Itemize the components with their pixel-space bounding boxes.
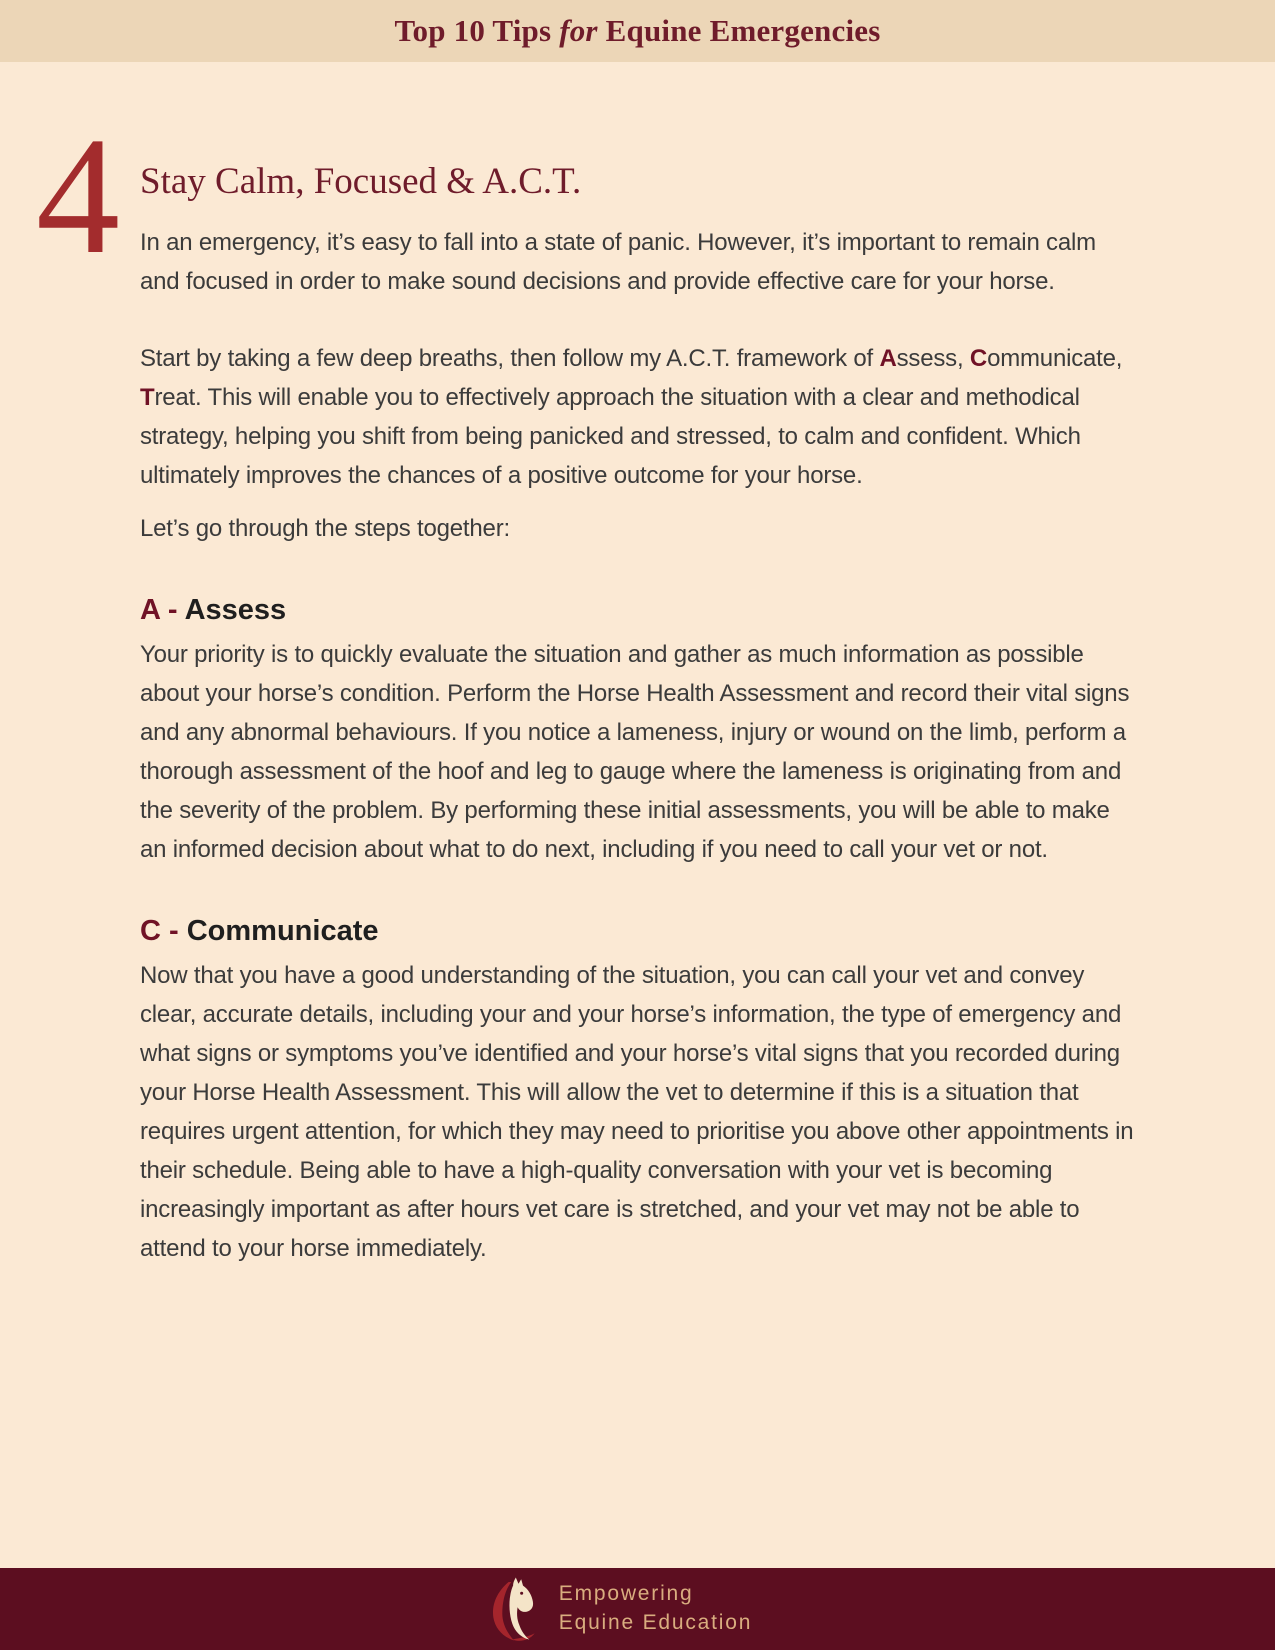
- communicate-heading-label: Communicate: [186, 915, 379, 947]
- act-letter-c: C: [969, 345, 988, 372]
- act-text-1: Start by taking a few deep breaths, then follow my A.C.T. framework of: [140, 345, 880, 372]
- act-text-4: reat. This will enable you to effectively approach the situation with a clear and methodical strategy, helping you shift from being panicked and stressed, to calm and confident. Which ultimately improves the chances of a positive outcome for your horse.: [140, 384, 1081, 489]
- communicate-heading-separator: -: [160, 915, 187, 947]
- brand-line-1: Empowering: [558, 1582, 694, 1606]
- communicate-heading: [140, 915, 1140, 948]
- assess-heading-letter: A: [140, 594, 160, 626]
- page-header: [0, 0, 1275, 62]
- communicate-paragraph: Now that you have a good understanding of the situation, you can call your vet and convey clear, accurate details, including your and your horse’s information, the type of emergency and what signs or symptoms you’ve identified and your horse’s vital signs that you recorded during your Horse Health Assessment. This will allow the vet to determine if this is a situation that requires urgent attention, for which they may need to prioritise you above other appointments in their schedule. Being able to have a high-quality conversation with your vet is becoming increasingly important as after hours vet care is stretched, and your vet may not be able to attend to your horse immediately.: [140, 962, 1134, 1262]
- section-communicate: [140, 915, 1140, 1268]
- tip-number: 4: [36, 103, 120, 289]
- document-title-italic: for: [559, 13, 598, 48]
- act-text-3: ommunicate,: [987, 345, 1123, 372]
- document-title-pre: Top 10 Tips: [394, 13, 560, 48]
- section-assess: [140, 594, 1140, 869]
- assess-heading-label: Assess: [184, 594, 287, 626]
- brand-line-2: Equine Education: [558, 1611, 753, 1634]
- act-letter-a: A: [879, 345, 897, 372]
- brand-name: [559, 1580, 752, 1638]
- act-letter-t: T: [140, 384, 155, 411]
- assess-paragraph: Your priority is to quickly evaluate the situation and gather as much information as possible about your horse’s condition. Perform the Horse Health Assessment and record their vital signs and any abnormal behaviours. If you notice a lameness, injury or wound on the limb, perform a thorough assessment of the hoof and leg to gauge where the lameness is originating from and the severity of the problem. By performing these initial assessments, you will be able to make an informed decision about what to do next, including if you need to call your vet or not.: [140, 641, 1130, 863]
- assess-heading-separator: -: [159, 594, 185, 626]
- horse-head-icon: [487, 1576, 541, 1642]
- intro-paragraph: In an emergency, it’s easy to fall into a state of panic. However, it’s important to remain calm and focused in order to make sound decisions and provide effective care for your horse.: [140, 229, 1096, 295]
- brand-lockup: [487, 1576, 752, 1642]
- page-footer: [0, 1568, 1275, 1650]
- assess-heading: [140, 594, 1140, 627]
- tip-title: Stay Calm, Focused & A.C.T.: [140, 161, 582, 202]
- document-title: [395, 13, 881, 49]
- communicate-heading-letter: C: [140, 915, 161, 947]
- document-title-post: Equine Emergencies: [597, 13, 881, 48]
- steps-lead: Let’s go through the steps together:: [140, 515, 510, 542]
- tip-content: [0, 62, 1275, 1268]
- act-text-2: ssess,: [896, 345, 970, 372]
- act-framework-paragraph: [140, 339, 1140, 495]
